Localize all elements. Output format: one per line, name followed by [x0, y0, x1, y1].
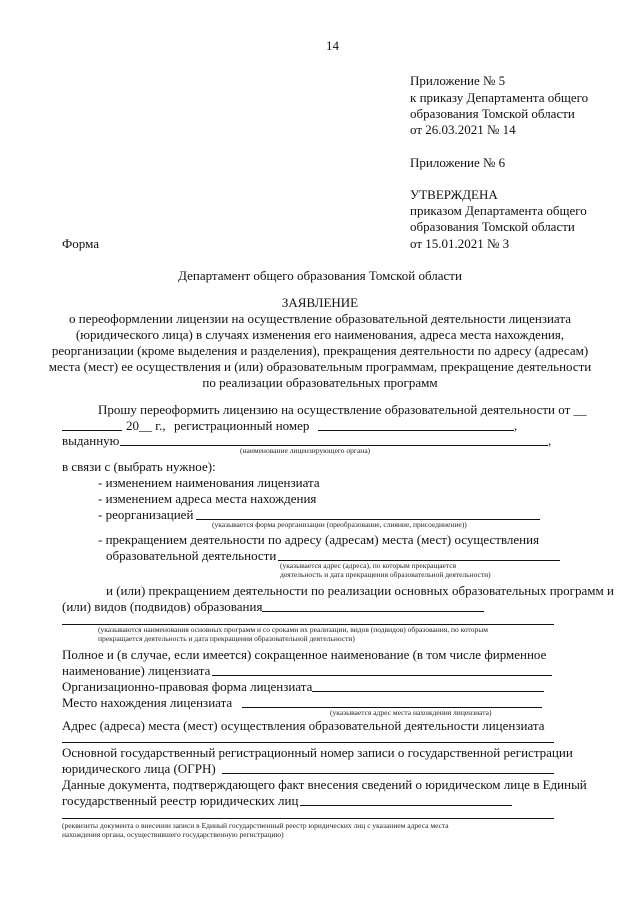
legal-form-label: Организационно-правовая форма лицензиата [62, 679, 313, 694]
legal-form-blank[interactable] [312, 691, 544, 692]
request-year: 20__ г., [126, 418, 166, 433]
appendix-5: Приложение № 5 [410, 73, 506, 88]
option-name-change[interactable]: - изменением наименования лицензиата [98, 475, 320, 490]
appendix-6: Приложение № 6 [410, 155, 506, 170]
form-label: Форма [62, 236, 99, 251]
fullname-label-2: наименование) лицензиата [62, 663, 211, 678]
activity-address-label: Адрес (адреса) места (мест) осуществления образовательной деятельности лицензиата [62, 718, 545, 733]
subtitle-line: (юридического лица) в случаях изменения его наименования, адреса места нахождения, [75, 327, 565, 342]
programs-label: (или) видов (подвидов) образования [62, 599, 263, 614]
option-reorganization[interactable]: - реорганизацией [98, 507, 194, 522]
option-address-change[interactable]: - изменением адреса места нахождения [98, 491, 317, 506]
termination-address-label: образовательной деятельности [106, 548, 277, 563]
egrul-label-1: Данные документа, подтверждающего факт внесения сведений о юридическом лице в Единый [62, 777, 587, 792]
termination-note-2: деятельность и дата прекращения образовательной деятельности) [280, 570, 491, 579]
subtitle-line: реорганизации (кроме выделения и разделения), прекращения деятельности по адресу (адресам) [51, 343, 589, 358]
subtitle-line: о переоформлении лицензии на осуществление образовательной деятельности лицензиата [69, 311, 571, 326]
reorganization-note: (указывается форма реорганизации (преобразование, слияние, присоединение)) [212, 520, 467, 529]
due-to-label: в связи с (выбрать нужное): [62, 459, 216, 474]
programs-blank[interactable] [262, 611, 484, 612]
egrul-blank[interactable] [300, 805, 512, 806]
location-label: Место нахождения лицензиата [62, 695, 233, 710]
programs-note-1: (указываются наименования основных программ и со сроками их реализации, видов (подвидов) образования, по которым [98, 625, 488, 634]
order-line-3: от 26.03.2021 № 14 [410, 122, 516, 137]
subtitle-line: места (мест) ее осуществления и (или) образовательным программам, прекращение деятельности [48, 359, 592, 374]
issuer-note: (наименование лицензирующего органа) [240, 446, 371, 455]
date-blank[interactable] [62, 430, 122, 431]
subtitle-line: по реализации образовательных программ [202, 375, 438, 390]
activity-address-blank[interactable] [62, 742, 554, 743]
programs-note-2: прекращается деятельность и дата прекращения образовательной деятельности) [98, 634, 355, 643]
egrul-note-1: (реквизиты документа о внесении записи в Единый государственный реестр юридических лиц с указанием адреса места [62, 821, 449, 830]
fullname-label-1: Полное и (в случае, если имеется) сокращенное наименование (в том числе фирменное [62, 647, 547, 662]
document-title: ЗАЯВЛЕНИЕ [281, 295, 359, 310]
request-comma: , [514, 418, 518, 433]
approved-title: УТВЕРЖДЕНА [410, 187, 498, 202]
option-termination-address[interactable]: - прекращением деятельности по адресу (адресам) места (мест) осуществления [98, 532, 540, 547]
department-name: Департамент общего образования Томской области [178, 268, 462, 283]
ogrn-blank[interactable] [222, 773, 554, 774]
egrul-blank-2[interactable] [62, 818, 554, 819]
issued-label: выданную [62, 433, 120, 448]
location-note: (указывается адрес места нахождения лицензиата) [330, 708, 492, 717]
page-number: 14 [326, 38, 339, 53]
reg-number-blank[interactable] [318, 430, 514, 431]
ogrn-label-1: Основной государственный регистрационный номер записи о государственной регистрации [62, 745, 573, 760]
egrul-label-2: государственный реестр юридических лиц [62, 793, 299, 808]
ogrn-label-2: юридического лица (ОГРН) [62, 761, 216, 776]
approved-line-2: образования Томской области [410, 219, 575, 234]
approved-line-3: от 15.01.2021 № 3 [410, 236, 510, 251]
option-termination-programs[interactable]: и (или) прекращением деятельности по реализации основных образовательных программ и [106, 583, 614, 598]
approved-line-1: приказом Департамента общего [410, 203, 587, 218]
fullname-blank[interactable] [212, 675, 552, 676]
request-text: Прошу переоформить лицензию на осуществление образовательной деятельности от __ [98, 402, 587, 417]
egrul-note-2: нахождения органа, осуществившего государственную регистрацию) [62, 830, 284, 839]
issued-comma: , [548, 433, 552, 448]
order-line-2: образования Томской области [410, 106, 575, 121]
order-line-1: к приказу Департамента общего [410, 90, 589, 105]
termination-note-1: (указывается адрес (адреса), по которым прекращается [280, 561, 457, 570]
request-reg-label: регистрационный номер [174, 418, 310, 433]
